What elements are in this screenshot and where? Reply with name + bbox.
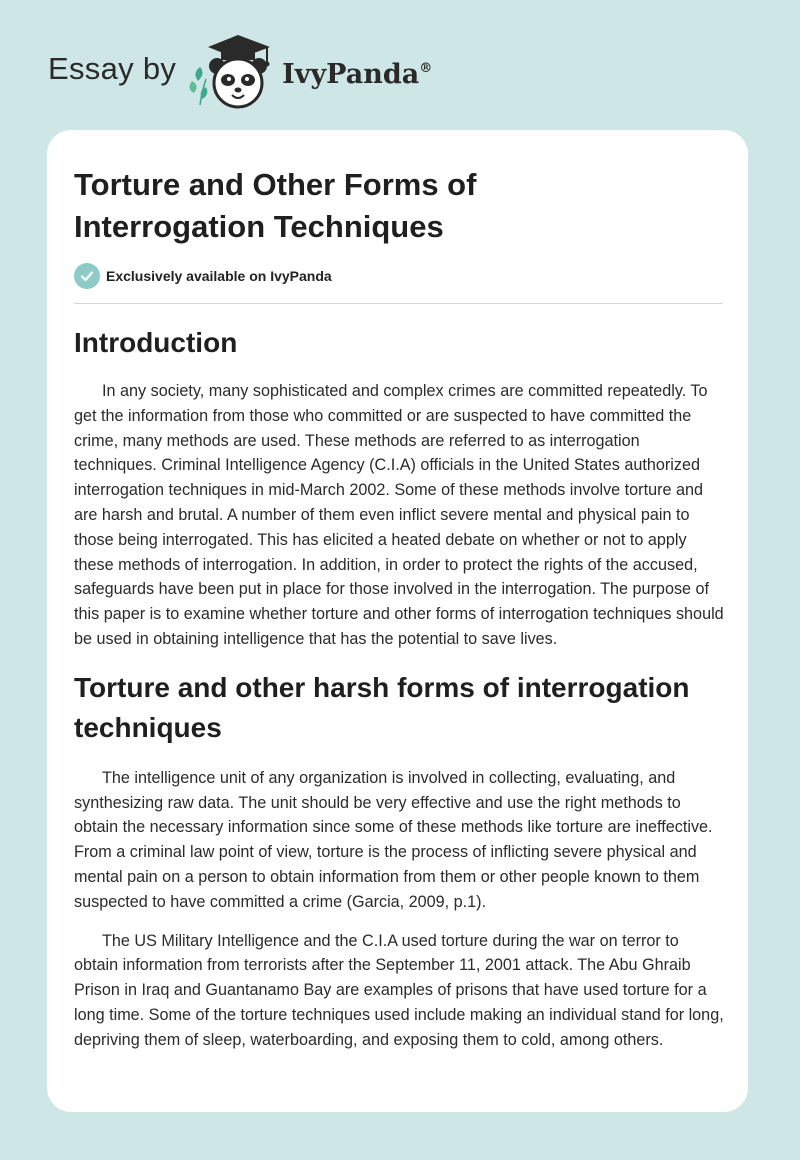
section-heading-torture: Torture and other harsh forms of interrogation techniques	[74, 671, 690, 743]
check-icon	[74, 263, 100, 289]
divider	[74, 303, 723, 304]
essay-card	[47, 130, 748, 1112]
site-header	[48, 32, 432, 112]
brand-name[interactable]: IvyPanda®	[282, 58, 433, 90]
exclusive-badge	[74, 263, 332, 289]
essay-content	[74, 323, 724, 1067]
panda-graduate-icon	[188, 33, 278, 111]
registered-mark: ®	[419, 60, 433, 76]
badge-label: Exclusively available on IvyPanda	[106, 268, 332, 284]
page-title: Torture and Other Forms of Interrogation Techniques	[74, 167, 477, 244]
essay-by-label: Essay by	[48, 51, 177, 86]
paragraph: In any society, many sophisticated and complex crimes are committed repeatedly. To get the information from those who committed or are suspected to have committed the crime, many methods are used. These methods are referred to as interrogation techniques. Criminal Intelligence Agency (C.I.A) officials in the United States authorized interrogation techniques in mid-March 2002. Some of these methods involve torture and are harsh and brutal. A number of them even inflict severe mental and physical pain to those being interrogated. This has elicited a heated debate on whether or not to apply these methods of interrogation. In addition, in order to protect the rights of the accused, safeguards have been put in place for those involved in the interrogation. The purpose of this paper is to examine whether torture and other forms of interrogation techniques should be used in obtaining intelligence that has the potential to save lives.	[74, 382, 724, 648]
paragraph: The intelligence unit of any organization is involved in collecting, evaluating, and synthesizing raw data. The unit should be very effective and use the right methods to obtain the necessary information since some of these methods like torture are ineffective. From a criminal law point of view, torture is the process of inflicting severe physical and mental pain on a person to obtain information from them or other people known to them suspected to have committed a crime (Garcia, 2009, p.1).	[74, 768, 713, 911]
section-heading-introduction: Introduction	[74, 327, 238, 358]
paragraph: The US Military Intelligence and the C.I.A used torture during the war on terror to obtain information from terrorists after the September 11, 2001 attack. The Abu Ghraib Prison in Iraq and Guantanamo Bay are examples of prisons that have used torture for a long time. Some of the torture techniques used include making an individual stand for long, depriving them of sleep, waterboarding, and exposing them to cold, among others.	[74, 931, 724, 1049]
